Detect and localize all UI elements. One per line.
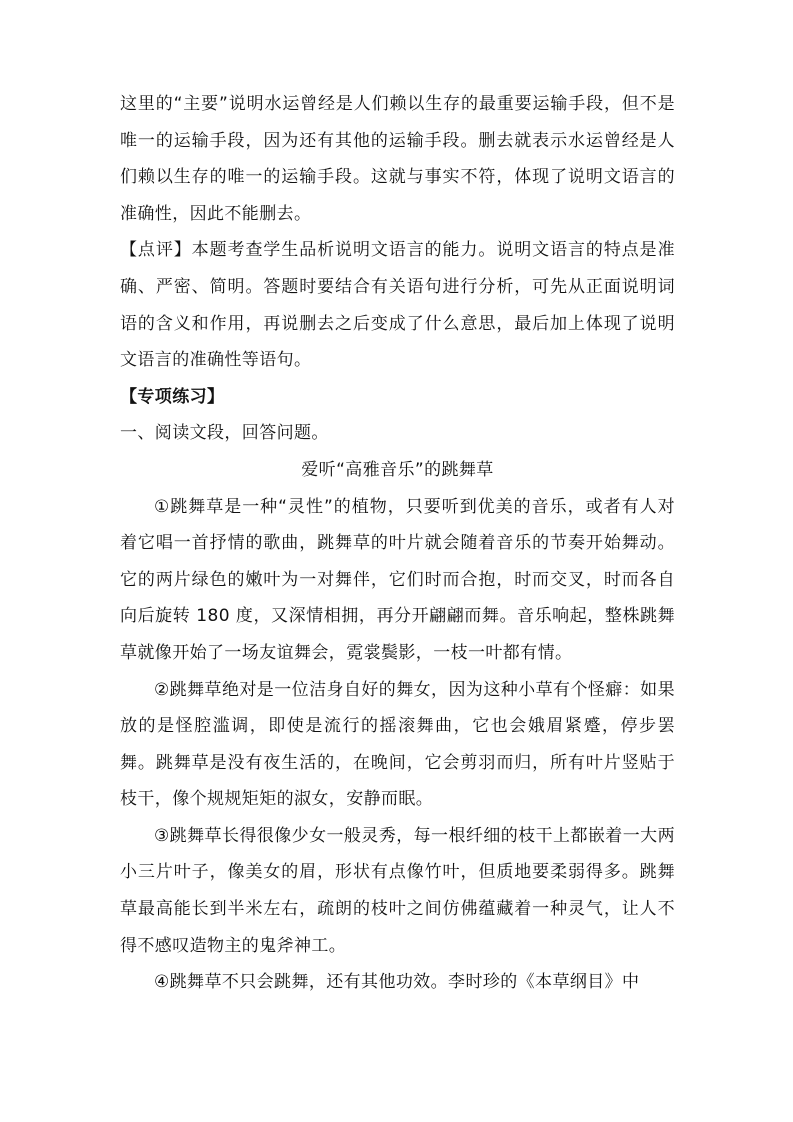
analysis-paragraph: 这里的“主要”说明水运曾经是人们赖以生存的最重要运输手段，但不是唯一的运输手段，因为还有其他的运输手段。删去就表示水运曾经是人们赖以生存的唯一的运输手段。这就与事实不符，体现了说明文语言的准确性，因此不能删去。 (120, 94, 675, 224)
article-paragraph-1: ①跳舞草是一种“灵性”的植物，只要听到优美的音乐，或者有人对着它唱一首抒情的歌曲，跳舞草的叶片就会随着音乐的节奏开始舞动。它的两片绿色的嫩叶为一对舞伴，它们时而合抱，时而交叉，时而各自向后旋转 180 度，又深情相拥，再分开翩翩而舞。音乐响起，整株跳舞草就像开始了一场友谊舞会，霓裳鬓影，一枝一叶都有情。 (120, 496, 675, 663)
article-paragraph-3: ③跳舞草长得很像少女一般灵秀，每一根纤细的枝干上都嵌着一大两小三片叶子，像美女的眉，形状有点像竹叶，但质地要柔弱得多。跳舞草最高能长到半米左右，疏朗的枝叶之间仿佛蕴藏着一种灵气，让人不得不感叹造物主的鬼斧神工。 (120, 825, 675, 956)
practice-instruction: 一、阅读文段，回答问题。 (120, 423, 329, 444)
practice-heading: 【专项练习】 (120, 386, 225, 407)
article-paragraph-4: ④跳舞草不只会跳舞，还有其他功效。李时珍的《本草纲目》中 (154, 972, 640, 993)
article-paragraph-2: ②跳舞草绝对是一位洁身自好的舞女，因为这种小草有个怪癖：如果放的是怪腔滥调，即使是流行的摇滚舞曲，它也会娥眉紧蹙，停步罢舞。跳舞草是没有夜生活的，在晚间，它会剪羽而归，所有叶片竖贴于枝干，像个规规矩矩的淑女，安静而眠。 (120, 679, 675, 810)
article-title: 爱听“高雅音乐”的跳舞草 (301, 459, 494, 480)
page-content (120, 86, 675, 1001)
comment-paragraph: 【点评】本题考查学生品析说明文语言的能力。说明文语言的特点是准确、严密、简明。答题时要结合有关语句进行分析，可先从正面说明词语的含义和作用，再说删去之后变成了什么意思，最后加上体现了说明文语言的准确性等语句。 (120, 240, 675, 371)
